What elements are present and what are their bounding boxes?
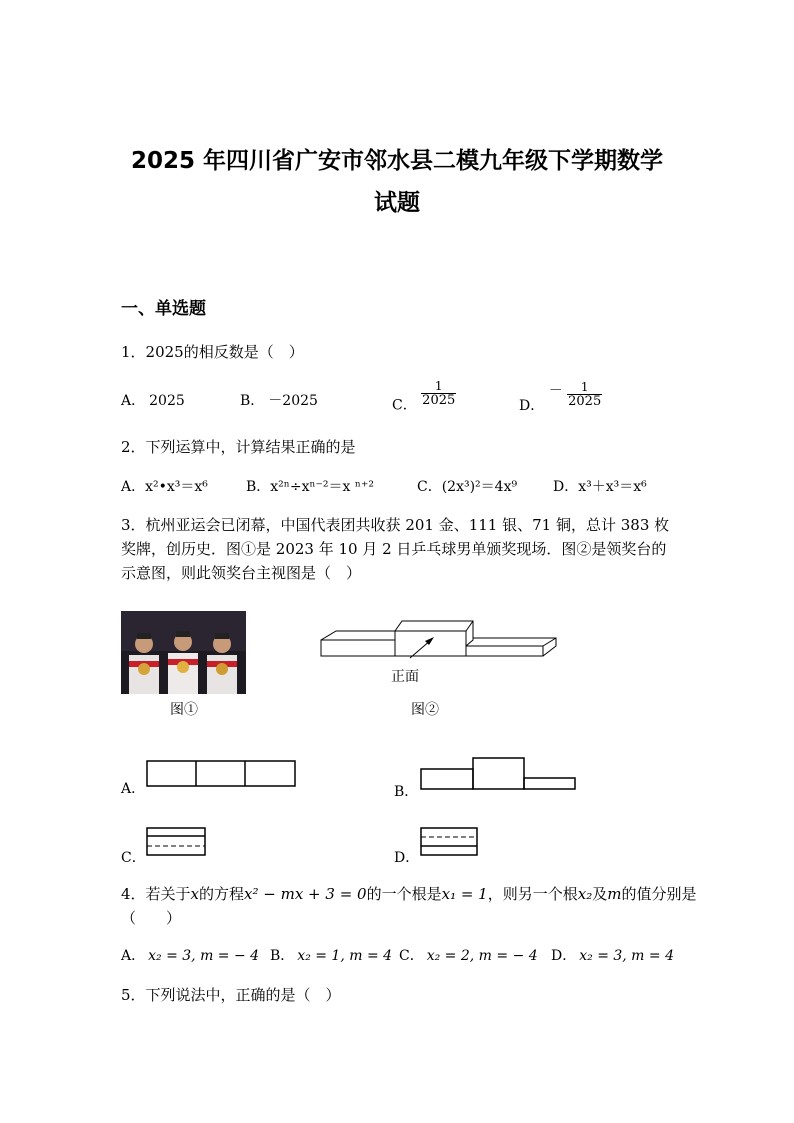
question-3-line3: 示意图，则此领奖台主视图是（ ） — [121, 564, 362, 582]
document-title-line2: 试题 — [374, 190, 420, 216]
q4-known-root: x₁ = 1 — [441, 885, 488, 903]
q3-option-d-label: D． — [394, 850, 420, 866]
q4-option-a-label: A． — [121, 948, 146, 964]
fraction-denominator: 2025 — [568, 393, 602, 409]
section-heading: 一、单选题 — [121, 299, 206, 319]
q1-option-b — [240, 390, 318, 410]
fraction-numerator: 1 — [434, 379, 443, 393]
q2-option-a: A．x²•x³＝x⁶ — [121, 479, 208, 495]
q1-option-d-sign: － — [548, 383, 563, 399]
q4-option-b-value: x₂ = 1, m = 4 — [297, 948, 393, 964]
q4-variable-x2: x₂ — [577, 885, 593, 903]
q4-text-suffix: 的值分别是 — [621, 885, 697, 903]
q4-option-c — [399, 945, 538, 965]
q1-option-d-fraction — [567, 381, 602, 408]
podium-diagram — [318, 618, 560, 666]
q4-equation: x² − mx + 3 = 0 — [244, 885, 367, 903]
q4-option-b — [270, 945, 392, 965]
q3-option-c-label: C． — [121, 850, 146, 866]
q4-variable-x: x — [190, 885, 200, 903]
figure-1-caption: 图① — [170, 702, 198, 718]
q4-option-c-label: C． — [399, 948, 424, 964]
question-2-stem: 2．下列运算中，计算结果正确的是 — [121, 438, 356, 456]
q1-option-d — [519, 380, 602, 415]
q3-option-b-figure — [420, 757, 578, 791]
q1-option-b-value: －2025 — [268, 393, 318, 409]
q2-option-c: C．(2x³)²＝4x⁹ — [417, 479, 518, 495]
q3-option-d-figure — [420, 827, 480, 857]
award-ceremony-photo — [121, 611, 246, 694]
q1-option-c — [392, 380, 456, 415]
question-3-line1: 3．杭州亚运会已闭幕，中国代表团共收获 201 金、111 银、71 铜，总计 383 枚 — [121, 516, 670, 534]
q1-option-a-value: 2025 — [149, 393, 185, 409]
q3-option-a-figure — [146, 760, 298, 788]
q1-option-c-label: C． — [392, 397, 417, 414]
document-title-line1: 2025 年四川省广安市邻水县二模九年级下学期数学 — [130, 148, 664, 174]
q2-option-b: B．x²ⁿ÷xⁿ⁻²＝x ⁿ⁺² — [246, 479, 374, 495]
q4-text-prefix: 4．若关于 — [121, 885, 191, 903]
q1-option-c-fraction — [421, 380, 456, 407]
question-1-stem: 1．2025的相反数是（ ） — [121, 343, 304, 361]
q4-text-and: 及 — [592, 885, 608, 903]
q4-option-d — [551, 945, 674, 965]
q1-option-a-label: A． — [121, 393, 146, 409]
q4-text-equation-lead: 的方程 — [199, 885, 245, 903]
q4-option-c-value: x₂ = 2, m = − 4 — [426, 948, 538, 964]
fraction-denominator: 2025 — [422, 393, 456, 408]
q4-option-d-label: D． — [551, 948, 577, 964]
fraction-numerator: 1 — [580, 379, 589, 394]
q4-option-a — [121, 945, 259, 965]
q4-option-d-value: x₂ = 3, m = 4 — [579, 948, 674, 964]
q4-option-a-value: x₂ = 3, m = − 4 — [148, 948, 260, 964]
q4-text-root-lead: 的一个根是 — [366, 885, 442, 903]
q3-option-c-figure — [146, 827, 208, 857]
question-3-line2: 奖牌，创历史．图①是 2023 年 10 月 2 日乒乓球男单颁奖现场．图②是领奖台的 — [121, 540, 667, 558]
q4-text-other-root: ，则另一个根 — [487, 885, 578, 903]
q3-option-a-label: A． — [121, 781, 146, 797]
q4-option-b-label: B． — [270, 948, 295, 964]
question-5-stem: 5．下列说法中，正确的是（ ） — [121, 986, 341, 1004]
question-4-line2: （ ） — [121, 909, 182, 927]
q2-option-d: D．x³＋x³＝x⁶ — [553, 479, 647, 495]
q1-option-d-label: D． — [519, 398, 545, 414]
q1-option-b-label: B． — [240, 393, 265, 409]
q1-option-a — [121, 390, 185, 410]
q4-variable-m: m — [607, 885, 622, 903]
question-4-line1 — [121, 883, 697, 904]
figure-2-caption: 图② — [411, 702, 439, 718]
q3-option-b-label: B． — [394, 784, 419, 800]
front-view-label: 正面 — [391, 669, 419, 685]
